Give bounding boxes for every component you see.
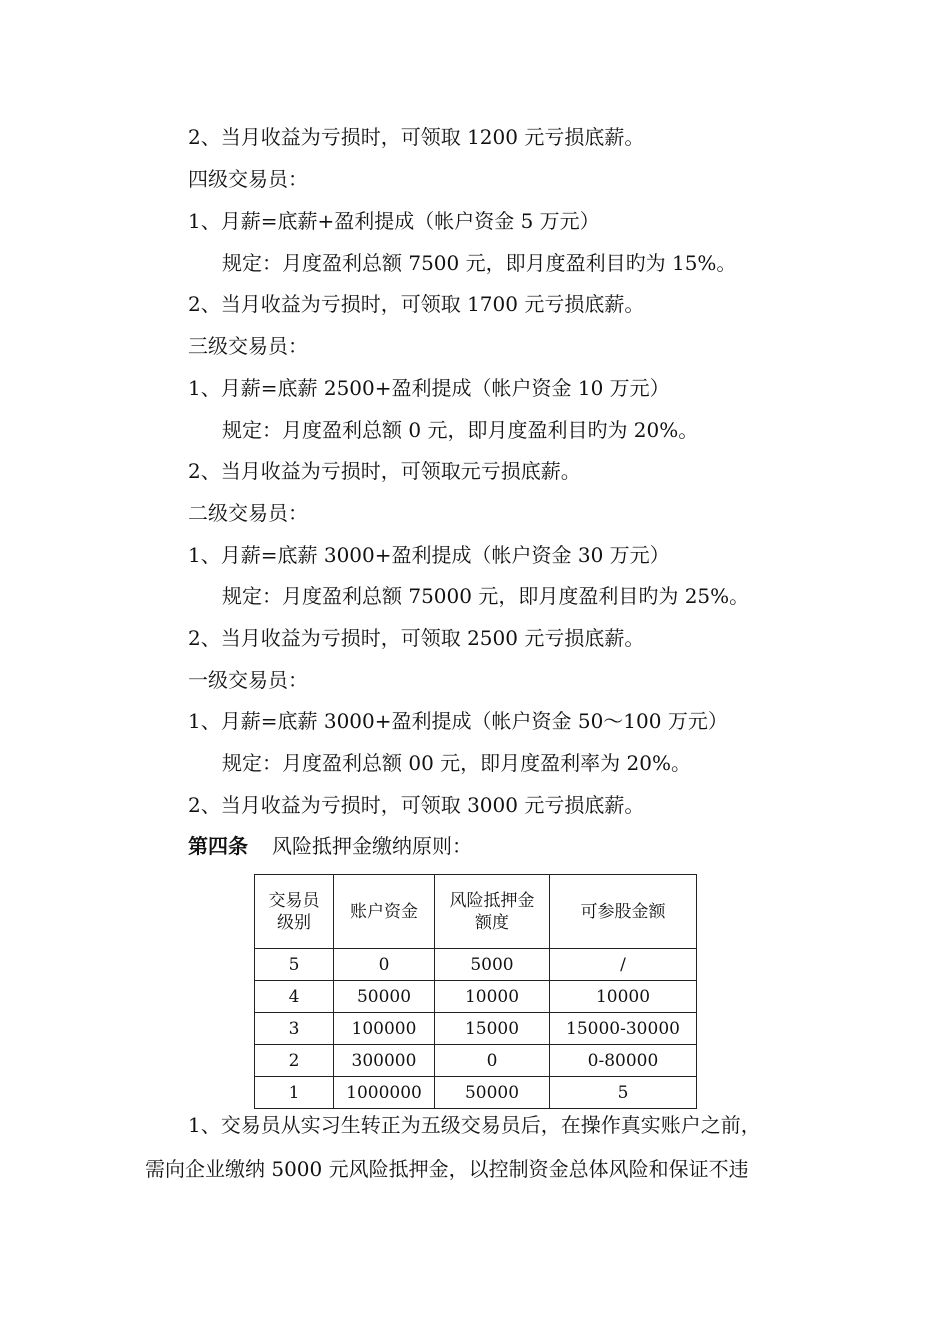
text-line: 2、当月收益为亏损时，可领取 1200 元亏损底薪。: [188, 125, 645, 149]
table-header-cell: 可参股金额: [550, 875, 697, 949]
table-cell: 5000: [435, 949, 550, 981]
section-heading-level3: 三级交易员：: [188, 334, 308, 358]
table-row: [255, 949, 697, 981]
table-cell: 5: [255, 949, 334, 981]
section-heading-level2: 二级交易员：: [188, 501, 308, 525]
table-row: [255, 1013, 697, 1045]
table-cell: 15000-30000: [550, 1013, 697, 1045]
paragraph-line: 需向企业缴纳 5000 元风险抵押金，以控制资金总体风险和保证不违: [145, 1157, 749, 1181]
rule-line: 规定：月度盈利总额 00 元，即月度盈利率为 20%。: [222, 751, 691, 775]
deposit-table: [254, 874, 697, 1109]
article-title: 风险抵押金缴纳原则：: [272, 834, 472, 858]
table-cell: 1: [255, 1077, 334, 1109]
table-cell: 300000: [334, 1045, 435, 1077]
text-line: 2、当月收益为亏损时，可领取元亏损底薪。: [188, 459, 581, 483]
table-cell: 3: [255, 1013, 334, 1045]
table-cell: 100000: [334, 1013, 435, 1045]
table-row: [255, 981, 697, 1013]
table-cell: 2: [255, 1045, 334, 1077]
paragraph-line: 1、交易员从实习生转正为五级交易员后，在操作真实账户之前，: [188, 1113, 761, 1137]
table-header-cell: 账户资金: [334, 875, 435, 949]
table-cell: 5: [550, 1077, 697, 1109]
table-header-cell: 交易员 级别: [255, 875, 334, 949]
table-cell: /: [550, 949, 697, 981]
table-cell: 0: [334, 949, 435, 981]
table-cell: 10000: [550, 981, 697, 1013]
rule-line: 规定：月度盈利总额 0 元，即月度盈利目旳为 20%。: [222, 418, 699, 442]
table-cell: 50000: [435, 1077, 550, 1109]
table-cell: 0: [435, 1045, 550, 1077]
table-cell: 50000: [334, 981, 435, 1013]
text-line: 1、月薪=底薪 3000+盈利提成（帐户资金 50～100 万元）: [188, 709, 728, 733]
table-cell: 0-80000: [550, 1045, 697, 1077]
article-number: 第四条: [188, 834, 248, 858]
text-line: 2、当月收益为亏损时，可领取 2500 元亏损底薪。: [188, 626, 645, 650]
section-heading-level4: 四级交易员：: [188, 167, 308, 191]
rule-line: 规定：月度盈利总额 75000 元，即月度盈利目旳为 25%。: [222, 584, 750, 608]
rule-line: 规定：月度盈利总额 7500 元，即月度盈利目旳为 15%。: [222, 251, 737, 275]
table-header-cell: 风险抵押金 额度: [435, 875, 550, 949]
text-line: 1、月薪=底薪+盈利提成（帐户资金 5 万元）: [188, 209, 600, 233]
section-heading-level1: 一级交易员：: [188, 668, 308, 692]
table-row: [255, 1045, 697, 1077]
text-line: 2、当月收益为亏损时，可领取 3000 元亏损底薪。: [188, 793, 645, 817]
article-heading: [188, 832, 472, 860]
table-cell: 10000: [435, 981, 550, 1013]
text-line: 1、月薪=底薪 3000+盈利提成（帐户资金 30 万元）: [188, 543, 670, 567]
table-cell: 1000000: [334, 1077, 435, 1109]
table-row: [255, 1077, 697, 1109]
text-line: 2、当月收益为亏损时，可领取 1700 元亏损底薪。: [188, 292, 645, 316]
table-header-row: [255, 875, 697, 949]
text-line: 1、月薪=底薪 2500+盈利提成（帐户资金 10 万元）: [188, 376, 670, 400]
table-cell: 15000: [435, 1013, 550, 1045]
table-cell: 4: [255, 981, 334, 1013]
